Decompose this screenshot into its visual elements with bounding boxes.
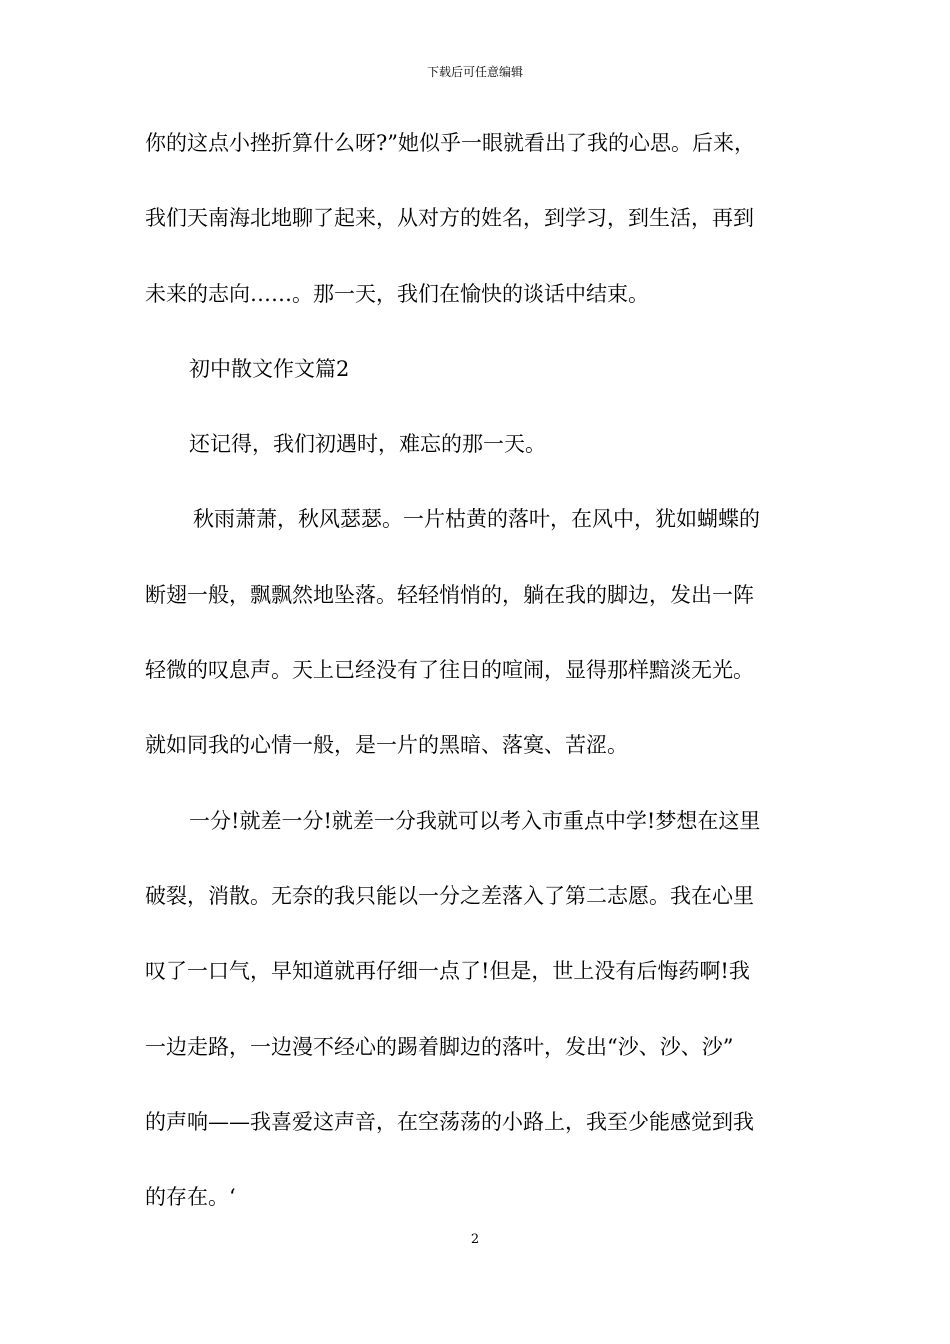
- paragraph-line: 还记得，我们初遇时，难忘的那一天。: [189, 432, 546, 457]
- page-header: 下载后可任意编辑: [426, 65, 523, 79]
- paragraph-line: 叹了一口气，早知道就再仔细一点了!但是，世上没有后悔药啊!我: [145, 959, 750, 984]
- paragraph-line: 我们天南海北地聊了起来，从对方的姓名，到学习，到生活，再到: [145, 206, 754, 231]
- paragraph-line: 一分!就差一分!就差一分我就可以考入市重点中学!梦想在这里: [189, 808, 761, 833]
- paragraph-line: 破裂，消散。无奈的我只能以一分之差落入了第二志愿。我在心里: [145, 883, 754, 908]
- paragraph-line: 一边走路，一边漫不经心的踢着脚边的落叶，发出“沙、沙、沙”: [145, 1034, 734, 1059]
- paragraph-line: 未来的志向……。那一天，我们在愉快的谈话中结束。: [145, 281, 649, 306]
- paragraph-line: 你的这点小挫折算什么呀?”她似乎一眼就看出了我的心思。后来，: [145, 131, 755, 155]
- page-number: 2: [470, 1232, 480, 1247]
- paragraph-line: 的存在。‘: [145, 1185, 236, 1210]
- paragraph-line: 就如同我的心情一般，是一片的黑暗、落寞、苦涩。: [145, 733, 628, 758]
- paragraph-line: 轻微的叹息声。天上已经没有了往日的喧闹，显得那样黯淡无光。: [145, 658, 754, 683]
- paragraph-line: 秋雨萧萧，秋风瑟瑟。一片枯黄的落叶，在风中，犹如蝴蝶的: [193, 507, 760, 532]
- document-body: [145, 118, 815, 1247]
- paragraph-line: 的声响——我喜爱这声音，在空荡荡的小路上，我至少能感觉到我: [145, 1109, 754, 1134]
- section-heading: 初中散文作文篇2: [189, 356, 350, 381]
- paragraph-line: 断翅一般，飘飘然地坠落。轻轻悄悄的，躺在我的脚边，发出一阵: [145, 582, 754, 607]
